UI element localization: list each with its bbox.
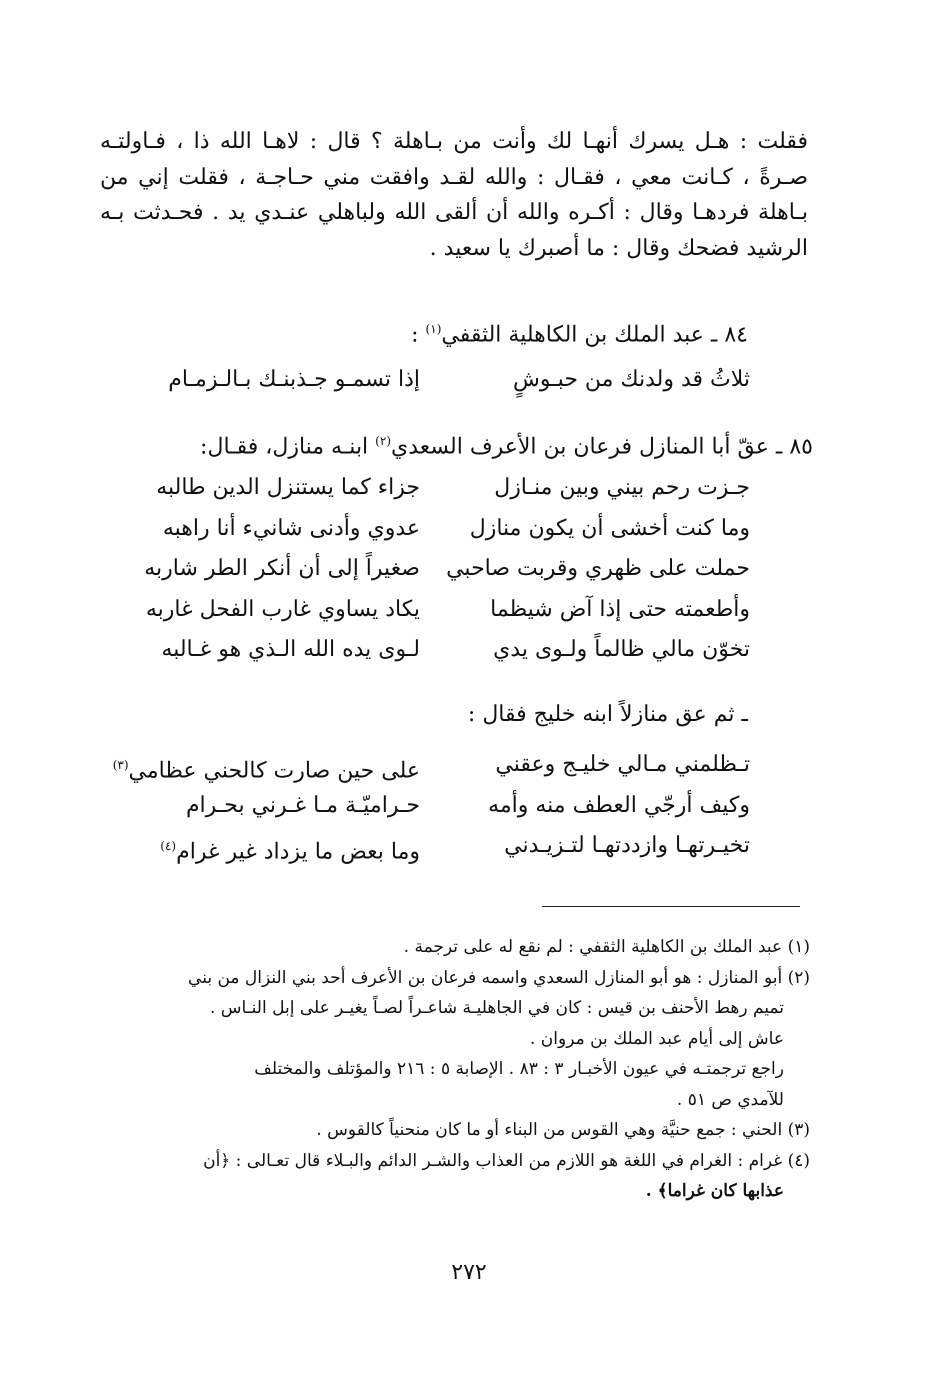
verse-second-hemistich: حـراميّـة مـا غـرني بحـرام bbox=[185, 792, 420, 818]
verse-row bbox=[120, 590, 750, 631]
entry-85-subheading: ـ ثم عق منازلاً ابنه خليج فقال : bbox=[467, 702, 748, 727]
footnote-2-continuation: تميم رهط الأحنف بن قيس : كان في الجاهليـة شاعـراً لصـاً يغيـر على إبل النـاس . bbox=[209, 998, 784, 1018]
verse-second-hemistich bbox=[112, 745, 420, 786]
footnote-1: (١) عبد الملك بن الكاهلية الثقفي : لم نقع له على ترجمة . bbox=[403, 937, 810, 957]
verse-second-text: على حين صارت كالحني عظامي bbox=[128, 758, 420, 784]
verse-first-hemistich: وما كنت أخشى أن يكون منازل bbox=[469, 515, 750, 541]
verse-first-hemistich: وأطعمته حتى إذا آض شيظما bbox=[490, 596, 750, 622]
verse-second-hemistich: لـوى يده الله الـذي هو غـالبه bbox=[161, 637, 420, 662]
footnote-2-continuation: للآمدي ص ٥١ . bbox=[676, 1089, 784, 1110]
prose-paragraph: فقلت : هـل يسرك أنهـا لك وأنت من بـاهلة ؟ قال : لاهـا الله ذا ، فـاولتـه صـرةً ، كـانت معي ، فقـال : والله لقـد وافقت مني حـاجـة ، فقلت إني من بـاهلة فردهـا وقال : أكـره والله أن ألقى الله ولباهلي عنـدي يد . فحـدثت بـه الرشيد فضحك وقال : ما أصبرك يا سعيد . bbox=[100, 129, 808, 261]
verse-second-text: وما بعض ما يزداد غير غرام bbox=[176, 839, 420, 865]
verse-first-hemistich: حملت على ظهري وقربت صاحبي bbox=[446, 556, 750, 581]
verse-second-hemistich: إذا تسمـو جـذبنـك بـالـزمـام bbox=[168, 367, 420, 392]
verse-second-hemistich: جزاء كما يستنزل الدين طالبه bbox=[156, 475, 420, 500]
verse-row bbox=[120, 630, 750, 671]
verse-second-hemistich: صغيراً إلى أن أنكر الطر شاربه bbox=[144, 556, 420, 581]
entry-85-tail: ابنـه منازل، فقـال: bbox=[200, 434, 376, 460]
footnote-ref-2: (٢) bbox=[375, 434, 391, 448]
footnote-3: (٣) الحني : جمع حنيَّة وهي القوس من البناء أو ما كان منحنياً كالقوس . bbox=[316, 1120, 810, 1140]
footnote-ref-4: (٤) bbox=[160, 839, 177, 853]
footnote-4-continuation: عذابها كان غراما﴾ . bbox=[645, 1181, 784, 1201]
prose-block bbox=[100, 124, 808, 266]
entry-84-tail: : bbox=[411, 322, 426, 348]
page-number: ٢٧٢ bbox=[451, 1260, 487, 1285]
verse-row bbox=[120, 786, 750, 827]
verse-row bbox=[120, 826, 750, 867]
entry-85-heading bbox=[113, 424, 813, 464]
footnotes bbox=[108, 932, 810, 1207]
entry-84-heading bbox=[108, 312, 748, 352]
footnote-divider bbox=[542, 906, 800, 907]
verse-first-hemistich: تـظلمني مـالي خليـج وعقني bbox=[495, 752, 750, 777]
verse-first-hemistich: ثلاثُ قد ولدنك من حبـوشٍ bbox=[513, 367, 750, 392]
verse-second-hemistich bbox=[120, 826, 420, 867]
footnote-2-continuation: عاش إلى أيام عبد الملك بن مروان . bbox=[530, 1028, 784, 1049]
verse-row bbox=[112, 745, 750, 786]
footnote-2-continuation: راجع ترجمتـه في عيون الأخبـار ٣ : ٨٣ . الإصابة ٥ : ٢١٦ والمؤتلف والمختلف bbox=[254, 1059, 784, 1079]
entry-84-title: ٨٤ ـ عبد الملك بن الكاهلية الثقفي bbox=[441, 322, 748, 348]
footnote-2: (٢) أبو المنازل : هو أبو المنازل السعدي واسمه فرعان بن الأعرف أحد بني النزال من بني bbox=[188, 967, 810, 988]
verse-row bbox=[120, 549, 750, 590]
verse-first-hemistich: تخوّن مالي ظالماً ولـوى يدي bbox=[493, 637, 750, 662]
verse-second-hemistich: يكاد يساوي غارب الفحل غاربه bbox=[145, 596, 420, 622]
footnote-4: (٤) غرام : الغرام في اللغة هو اللازم من العذاب والشـر الدائم والبـلاء قال تعـالى : ﴿أن bbox=[203, 1150, 810, 1171]
verse-first-hemistich: جـزت رحم بيني وبين منـازل bbox=[494, 475, 750, 500]
entry-85-title: ٨٥ ـ عقّ أبا المنازل فرعان بن الأعرف السعدي bbox=[391, 434, 813, 460]
verse-row bbox=[120, 468, 750, 509]
verse-first-hemistich: تخيـرتهـا وازددتهـا لتـزيـدني bbox=[504, 833, 750, 858]
verse-row bbox=[120, 360, 750, 401]
entry-85-verses bbox=[120, 468, 750, 671]
footnote-ref-3: (٣) bbox=[112, 758, 129, 772]
footnote-ref-1: (١) bbox=[425, 322, 442, 336]
verse-row bbox=[120, 509, 750, 550]
verse-second-hemistich: عدوي وأدنى شانيء أنا راهبه bbox=[162, 515, 420, 541]
entry-84-verses bbox=[120, 360, 750, 401]
entry-85-verses-second bbox=[112, 745, 750, 867]
verse-first-hemistich: وكيف أرجّي العطف منه وأمه bbox=[488, 792, 750, 818]
